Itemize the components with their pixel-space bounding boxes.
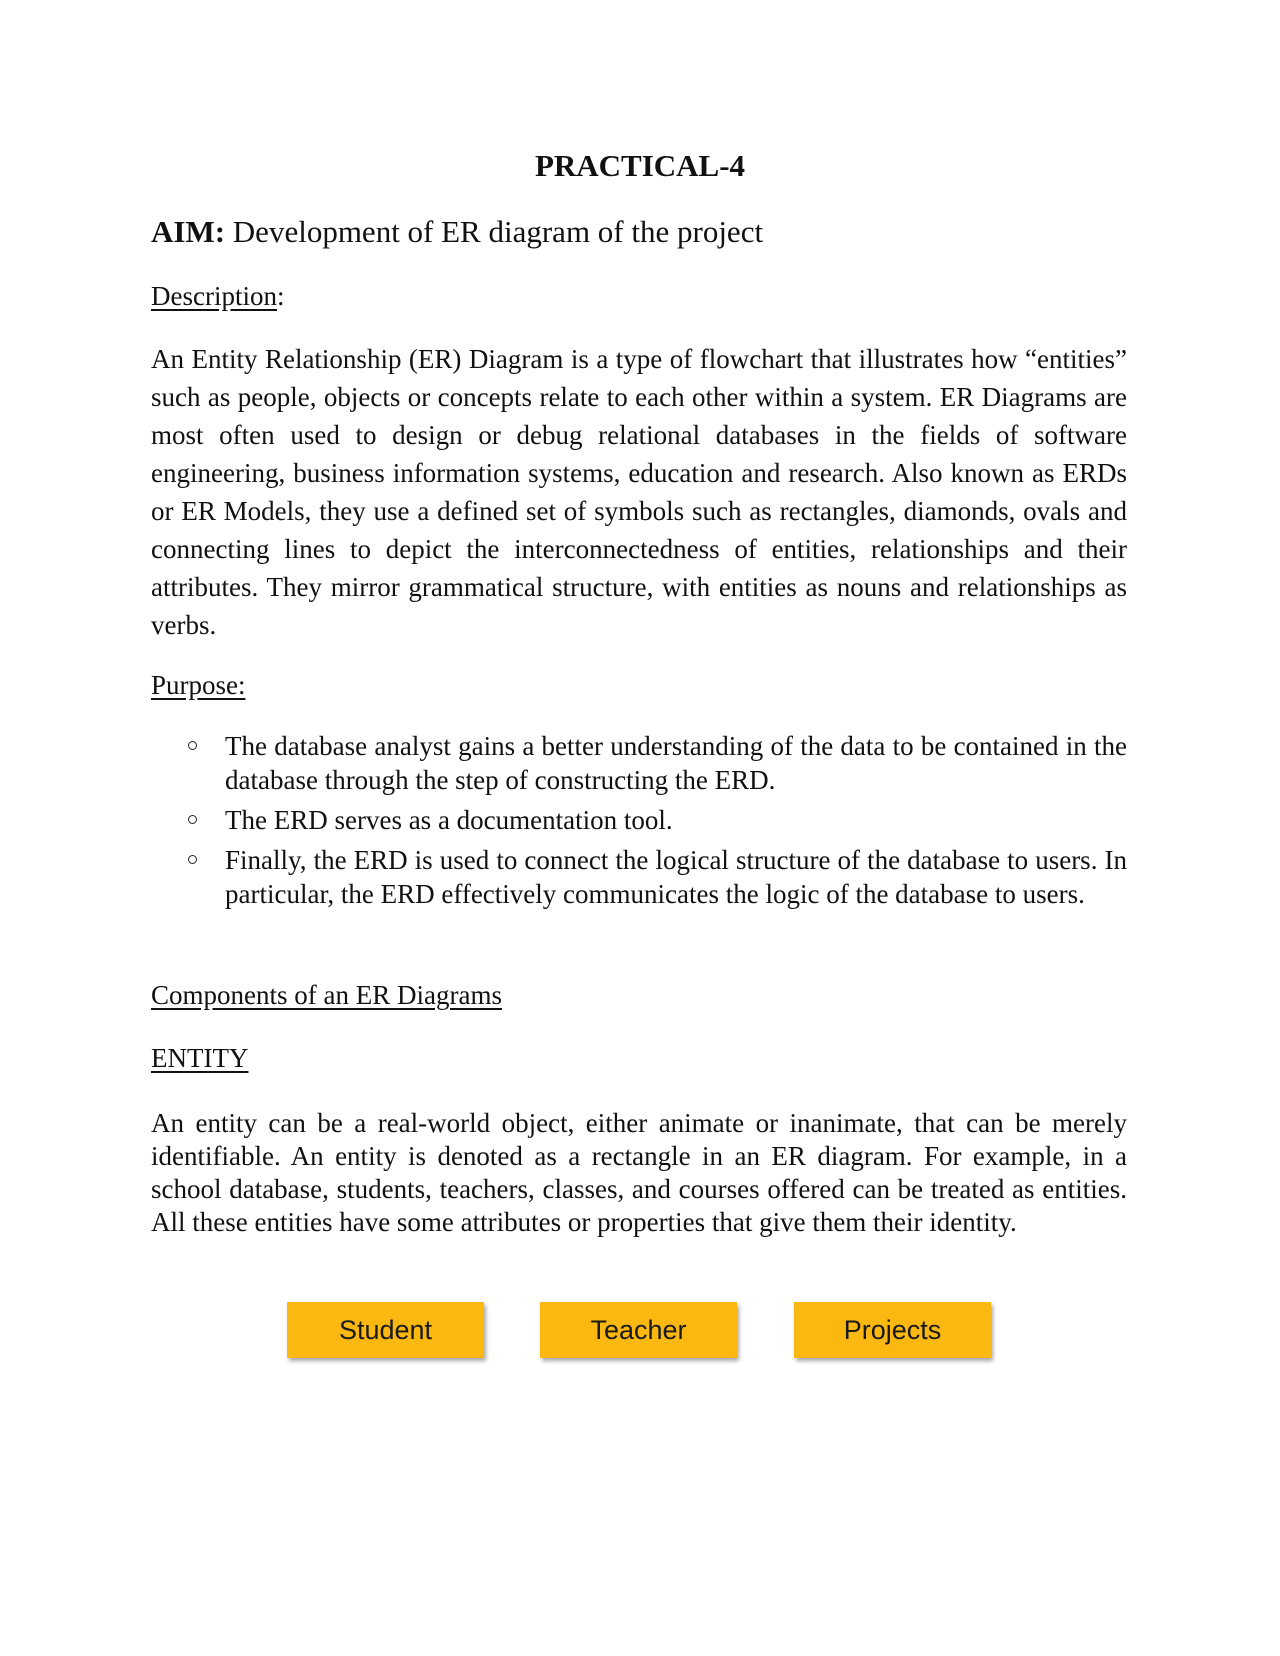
entity-box-student: Student [287,1302,484,1358]
list-item [151,803,1127,837]
components-heading [151,980,502,1011]
list-item [151,729,1127,797]
aim-label: AIM: [151,214,226,249]
description-heading [151,281,285,312]
purpose-item-text: Finally, the ERD is used to connect the logical structure of the database to users. In particular, the ERD effectively communicates the logic of the database to users. [225,845,1127,909]
description-paragraph: An Entity Relationship (ER) Diagram is a type of flowchart that illustrates how “entities” such as people, objects or concepts relate to each other within a system. ER Diagrams are most often used to design or debug relational databases in the fields of software engineering, business information systems, education and research. Also known as ERDs or ER Models, they use a defined set of symbols such as rectangles, diamonds, ovals and connecting lines to depict the interconnectedness of entities, relationships and their attributes. They mirror grammatical structure, with entities as nouns and relationships as verbs. [151,344,1127,640]
entity-box-projects: Projects [794,1302,991,1358]
circle-bullet-icon [188,815,197,824]
purpose-item-text: The ERD serves as a documentation tool. [225,805,673,835]
components-heading-label: Components of an ER Diagrams [151,980,502,1010]
purpose-heading [151,670,246,701]
entity-box-teacher: Teacher [540,1302,737,1358]
entity-examples [0,1302,1280,1362]
page-title: PRACTICAL-4 [534,148,746,183]
aim-line [151,214,763,250]
entity-heading-label: ENTITY [151,1043,249,1073]
purpose-item-text: The database analyst gains a better understanding of the data to be contained in the database through the step of constructing the ERD. [225,731,1127,795]
list-item [151,843,1127,911]
entity-paragraph: An entity can be a real-world object, either animate or inanimate, that can be merely identifiable. An entity is denoted as a rectangle in an ER diagram. For example, in a school database, students, teachers, classes, and courses offered can be treated as entities. All these entities have some attributes or properties that give them their identity. [151,1108,1127,1237]
aim-text: Development of ER diagram of the project [225,214,764,249]
purpose-heading-label: Purpose: [151,670,246,700]
entity-heading [151,1043,248,1074]
circle-bullet-icon [188,855,197,864]
description-heading-label: Description [151,281,277,311]
purpose-list [151,729,1127,917]
circle-bullet-icon [188,741,197,750]
description-heading-colon: : [276,281,285,311]
